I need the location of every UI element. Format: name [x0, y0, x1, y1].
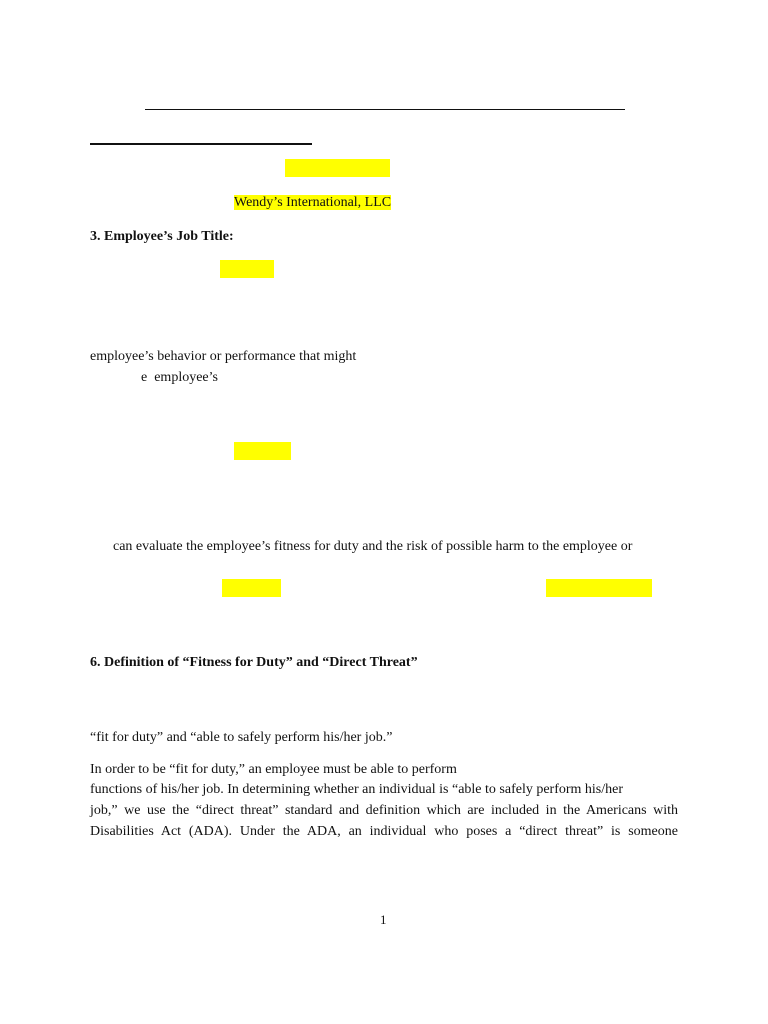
section-heading-definition: 6. Definition of “Fitness for Duty” and “Direct Threat”	[90, 655, 418, 670]
body-text-line: “fit for duty” and “able to safely perform his/her job.”	[90, 730, 393, 745]
employer-name	[234, 194, 391, 212]
paragraph-line: Disabilities Act (ADA). Under the ADA, an individual who poses a “direct threat” is someone	[90, 824, 678, 839]
highlighted-field	[222, 579, 281, 597]
employer-name-text: Wendy’s International, LLC	[234, 195, 392, 210]
paragraph-line: job,” we use the “direct threat” standard and definition which are included in the Americans with	[90, 803, 678, 818]
body-text-line: employee’s behavior or performance that might	[90, 349, 357, 364]
title-underline	[145, 109, 625, 110]
body-text-line: can evaluate the employee’s fitness for duty and the risk of possible harm to the employee or	[113, 539, 633, 554]
body-text-line: e employee’s	[141, 370, 218, 385]
paragraph-line: functions of his/her job. In determining whether an individual is “able to safely perform his/her	[90, 782, 624, 797]
highlighted-field	[285, 159, 390, 177]
highlighted-field	[234, 442, 291, 460]
section-heading-job-title: 3. Employee’s Job Title:	[90, 229, 234, 244]
paragraph-line: In order to be “fit for duty,” an employee must be able to perform	[90, 762, 457, 777]
highlighted-field	[220, 260, 274, 278]
page-number: 1	[380, 912, 387, 927]
highlighted-field	[546, 579, 652, 597]
subtitle-underline	[90, 143, 312, 145]
